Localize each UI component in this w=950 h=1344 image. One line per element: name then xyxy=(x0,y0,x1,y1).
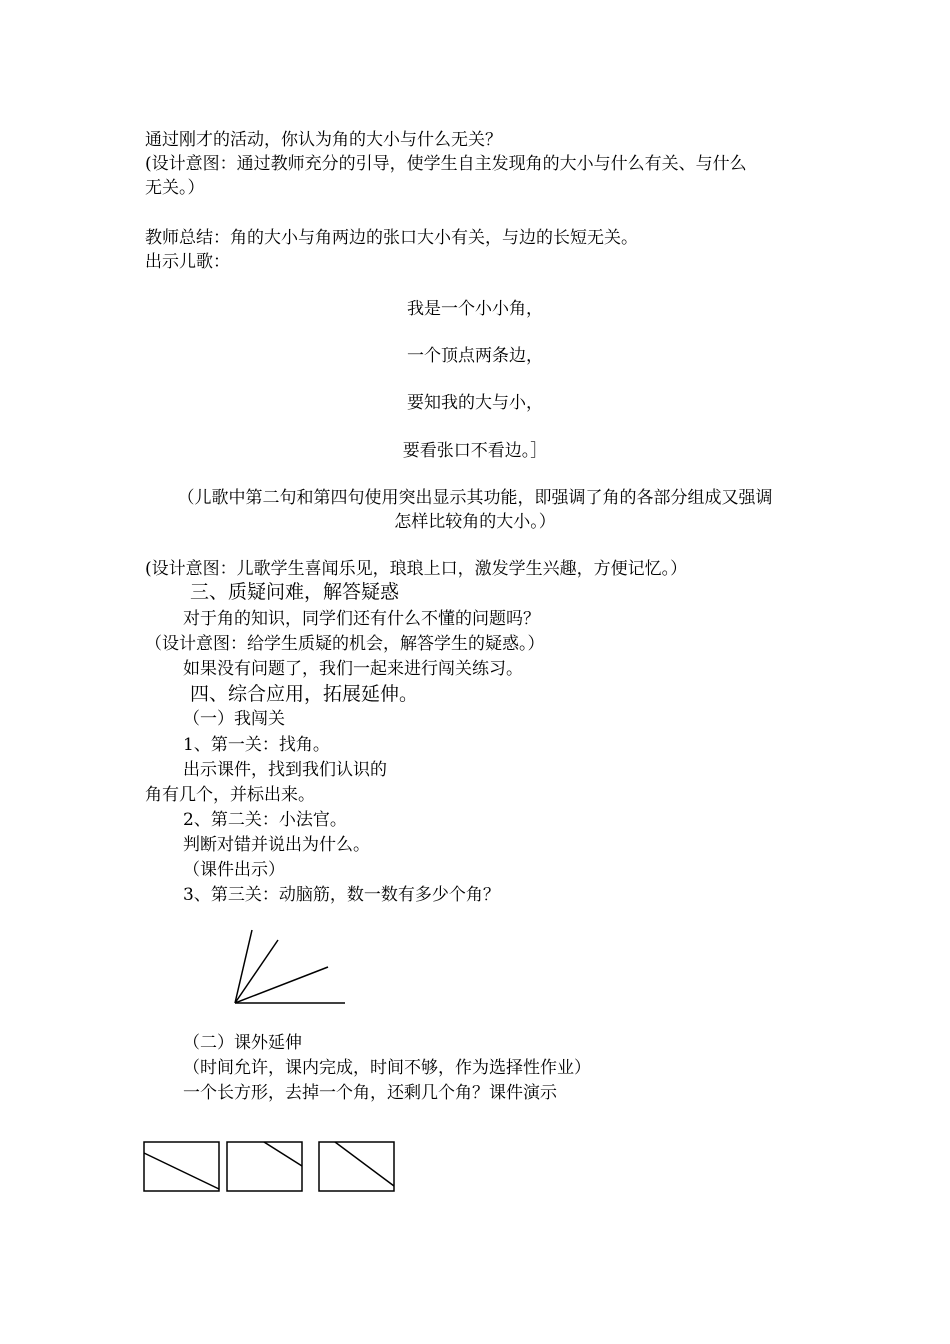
level3-title: 3、第三关：动脑筋，数一数有多少个角？ xyxy=(183,885,500,905)
part1-title: （一）我闯关 xyxy=(183,709,285,729)
intro-question: 通过刚才的活动，你认为角的大小与什么无关？ xyxy=(145,130,502,150)
intro-design-note-line1: (设计意图：通过教师充分的引导，使学生自主发现角的大小与什么有关、与什么 xyxy=(145,154,747,174)
level2-note: （课件出示） xyxy=(183,860,285,880)
song-line-1: 我是一个小小角， xyxy=(407,299,543,319)
section4-heading: 四、综合应用，拓展延伸。 xyxy=(190,683,419,705)
intro-design-note-line2: 无关。） xyxy=(145,178,205,198)
rectangle-cut-1 xyxy=(144,1142,219,1191)
song-design-note: (设计意图：儿歌学生喜闻乐见，琅琅上口，激发学生兴趣，方便记忆。） xyxy=(145,559,688,579)
rectangle-cut-2 xyxy=(227,1142,302,1191)
song-line-3: 要知我的大与小， xyxy=(407,393,543,413)
song-note-line2: 怎样比较角的大小。） xyxy=(394,512,556,532)
song-line-4: 要看张口不看边。］ xyxy=(402,441,548,461)
song-line-2: 一个顶点两条边， xyxy=(407,346,543,366)
song-note-line1: （儿歌中第二句和第四句使用突出显示其功能，即强调了角的各部分组成又强调 xyxy=(177,488,773,508)
level1-desc-line1: 出示课件，找到我们认识的 xyxy=(183,760,387,780)
section3-question: 对于角的知识，同学们还有什么不懂的问题吗？ xyxy=(183,609,540,629)
level2-desc: 判断对错并说出为什么。 xyxy=(183,835,370,855)
section3-transition: 如果没有问题了，我们一起来进行闯关练习。 xyxy=(183,659,523,679)
level1-desc-line2: 角有几个，并标出来。 xyxy=(145,785,315,805)
section3-design-note: （设计意图：给学生质疑的机会，解答学生的疑惑。） xyxy=(145,634,545,654)
level2-title: 2、第二关：小法官。 xyxy=(183,810,347,830)
level1-title: 1、第一关：找角。 xyxy=(183,735,330,755)
teacher-summary: 教师总结：角的大小与角两边的张口大小有关，与边的长短无关。 xyxy=(145,228,638,248)
part2-task: 一个长方形，去掉一个角，还剩几个角？课件演示 xyxy=(183,1083,557,1103)
rectangle-cut-3 xyxy=(319,1142,394,1191)
part2-title: （二）课外延伸 xyxy=(183,1033,302,1053)
section3-heading: 三、质疑问难，解答疑惑 xyxy=(190,581,400,603)
part2-note: （时间允许，课内完成，时间不够，作为选择性作业） xyxy=(183,1058,591,1078)
song-label: 出示儿歌： xyxy=(145,252,230,272)
